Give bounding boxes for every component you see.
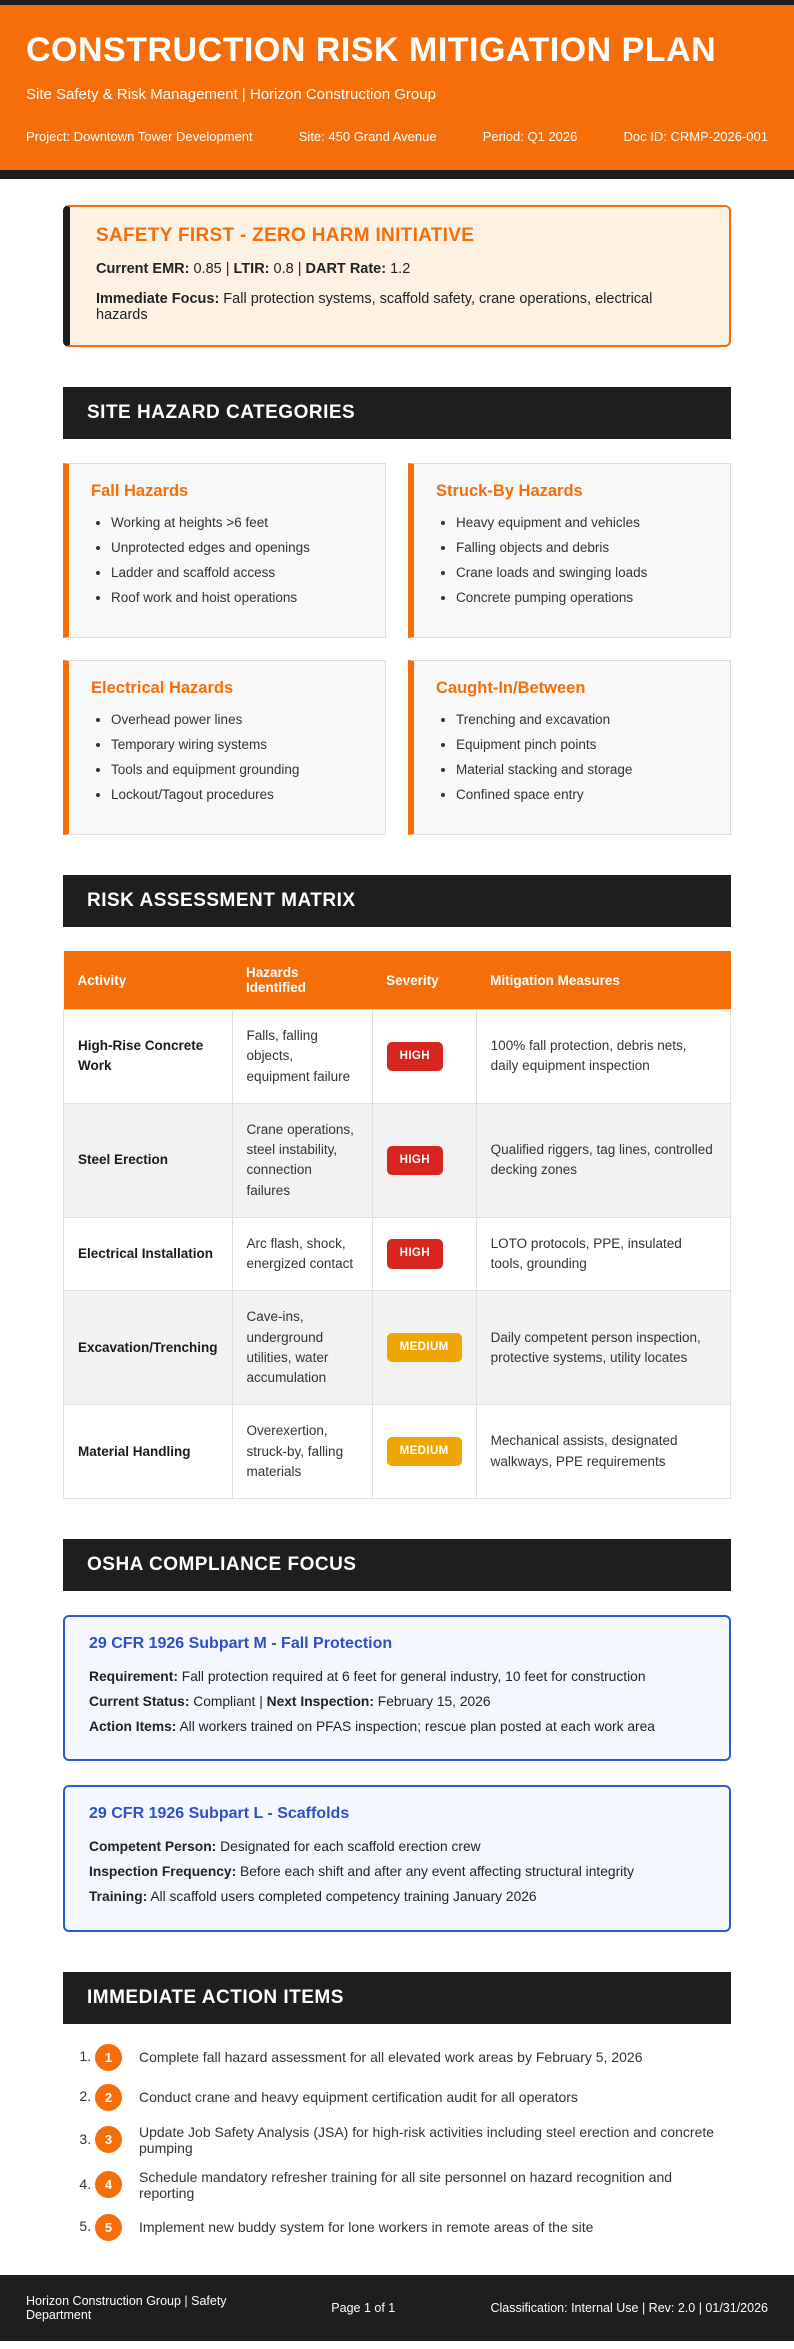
immediate-focus-line (96, 291, 703, 323)
emr-label: Current EMR: (96, 261, 190, 277)
cell-mitigation: 100% fall protection, debris nets, daily equipment inspection (476, 1010, 730, 1104)
severity-badge: HIGH (387, 1042, 443, 1071)
safety-callout (63, 205, 731, 347)
cell-hazards: Arc flash, shock, energized contact (232, 1217, 372, 1291)
focus-text: Fall protection systems, scaffold safety, crane operations, electrical hazards (96, 291, 653, 323)
osha-line (89, 1690, 705, 1715)
hazard-card-struck-by (408, 463, 731, 638)
hazard-card-title: Struck-By Hazards (436, 482, 583, 500)
hazard-item: • Confined space entry (456, 787, 708, 802)
section-banner-matrix: RISK ASSESSMENT MATRIX (63, 875, 731, 927)
ltir-label: LTIR: (233, 261, 270, 277)
osha-line (89, 1885, 705, 1910)
action-item-text: Update Job Safety Analysis (JSA) for high-risk activities including steel erection and concrete pumping (139, 2123, 715, 2156)
action-item-text: Complete fall hazard assessment for all elevated work areas by February 5, 2026 (139, 2049, 643, 2066)
cell-activity: High-Rise Concrete Work (64, 1010, 233, 1104)
action-item-text: Conduct crane and heavy equipment certification audit for all operators (139, 2089, 578, 2106)
focus-label: Immediate Focus: (96, 291, 220, 307)
main-content (0, 205, 794, 2241)
osha-line-label: Competent Person: (89, 1839, 217, 1855)
cell-mitigation: LOTO protocols, PPE, insulated tools, grounding (476, 1217, 730, 1291)
hazard-card-grid (63, 463, 731, 835)
osha-box-fall-protection (63, 1615, 731, 1761)
hazard-card-title: Electrical Hazards (91, 679, 234, 697)
cell-mitigation: Mechanical assists, designated walkways, PPE requirements (476, 1405, 730, 1499)
osha-line-text: Compliant | (189, 1693, 267, 1709)
cell-hazards: Overexertion, struck-by, falling materials (232, 1405, 372, 1499)
table-header-row (64, 951, 731, 1010)
meta-site: Site: 450 Grand Avenue (298, 129, 437, 144)
action-number-badge: 5. 5 (95, 2214, 122, 2241)
footer-classification: Classification: Internal Use | Rev: 2.0 | 01/31/2026 (490, 2300, 768, 2315)
hazard-item: • Unprotected edges and openings (111, 540, 363, 555)
osha-line (89, 1860, 705, 1885)
action-item (95, 2169, 731, 2201)
cell-mitigation: Qualified riggers, tag lines, controlled decking zones (476, 1103, 730, 1217)
meta-period: Period: Q1 2026 (482, 129, 578, 144)
column-header-severity: Severity (372, 951, 476, 1010)
hazard-item: • Heavy equipment and vehicles (456, 515, 708, 530)
hazard-item: • Lockout/Tagout procedures (111, 787, 363, 802)
osha-line (89, 1715, 705, 1740)
document-footer (0, 2275, 794, 2341)
table-row (64, 1103, 731, 1217)
osha-line-label: Inspection Frequency: (89, 1864, 237, 1880)
cell-severity (372, 1217, 476, 1291)
safety-metrics-line (96, 261, 703, 277)
meta-project: Project: Downtown Tower Development (26, 129, 253, 144)
cell-severity (372, 1103, 476, 1217)
safety-callout-title: SAFETY FIRST - ZERO HARM INITIATIVE (96, 225, 475, 246)
hazard-card-title: Caught-In/Between (436, 679, 586, 697)
action-number-badge: 1. 1 (95, 2044, 122, 2071)
table-row (64, 1405, 731, 1499)
cell-hazards: Falls, falling objects, equipment failure (232, 1010, 372, 1104)
hazard-card-fall (63, 463, 386, 638)
cell-severity (372, 1291, 476, 1405)
page-subtitle: Site Safety & Risk Management | Horizon Construction Group (26, 86, 436, 103)
hazard-list (91, 515, 363, 605)
cell-mitigation: Daily competent person inspection, protective systems, utility locates (476, 1291, 730, 1405)
action-item-text: Implement new buddy system for lone workers in remote areas of the site (139, 2219, 594, 2236)
header-meta-row (26, 129, 768, 144)
hazard-item: • Working at heights >6 feet (111, 515, 363, 530)
hazard-list (436, 515, 708, 605)
page-title: CONSTRUCTION RISK MITIGATION PLAN (26, 31, 717, 69)
action-item (95, 2124, 731, 2156)
hazard-card-title: Fall Hazards (91, 482, 189, 500)
hazard-item: • Tools and equipment grounding (111, 762, 363, 777)
cell-activity: Material Handling (64, 1405, 233, 1499)
section-banner-hazards: SITE HAZARD CATEGORIES (63, 387, 731, 439)
cell-severity (372, 1405, 476, 1499)
action-number-badge: 3. 3 (95, 2126, 122, 2153)
severity-badge: HIGH (387, 1239, 443, 1268)
cell-activity: Excavation/Trenching (64, 1291, 233, 1405)
table-row (64, 1010, 731, 1104)
severity-badge: MEDIUM (387, 1333, 462, 1362)
osha-box-body (89, 1665, 705, 1739)
action-item (95, 2044, 731, 2071)
hazard-item: • Concrete pumping operations (456, 590, 708, 605)
osha-line-text: Fall protection required at 6 feet for general industry, 10 feet for construction (177, 1669, 646, 1684)
dart-label: DART Rate: (305, 261, 387, 277)
osha-box-title: 29 CFR 1926 Subpart M - Fall Protection (89, 1635, 393, 1652)
cell-activity: Electrical Installation (64, 1217, 233, 1291)
action-item-text: Schedule mandatory refresher training for all site personnel on hazard recognition and reporting (139, 2168, 673, 2201)
action-number-badge: 4. 4 (95, 2171, 122, 2198)
hazard-item: • Crane loads and swinging loads (456, 565, 708, 580)
hazard-list (436, 712, 708, 802)
hazard-item: • Roof work and hoist operations (111, 590, 363, 605)
risk-assessment-table (63, 951, 731, 1499)
severity-badge: MEDIUM (387, 1437, 462, 1466)
osha-box-body (89, 1835, 705, 1909)
section-banner-osha: OSHA COMPLIANCE FOCUS (63, 1539, 731, 1591)
action-item (95, 2084, 731, 2111)
osha-line-text: February 15, 2026 (373, 1693, 491, 1709)
action-number-badge: 2. 2 (95, 2084, 122, 2111)
column-header-hazards: Hazards Identified (232, 951, 372, 1010)
cell-severity (372, 1010, 476, 1104)
hazard-item: • Material stacking and storage (456, 762, 708, 777)
osha-line (89, 1665, 705, 1690)
cell-activity: Steel Erection (64, 1103, 233, 1217)
osha-line-text: Designated for each scaffold erection crew (216, 1839, 481, 1855)
hazard-item: • Overhead power lines (111, 712, 363, 727)
table-row (64, 1291, 731, 1405)
cell-hazards: Crane operations, steel instability, connection failures (232, 1103, 372, 1217)
table-row (64, 1217, 731, 1291)
hazard-card-caught-in (408, 660, 731, 835)
footer-page-number: Page 1 of 1 (331, 2300, 396, 2315)
emr-value: 0.85 | (189, 261, 234, 277)
ltir-value: 0.8 | (269, 261, 306, 277)
osha-line-label: Next Inspection: (266, 1693, 374, 1709)
hazard-item: • Temporary wiring systems (111, 737, 363, 752)
action-items-list (63, 2044, 731, 2241)
osha-line-text: All workers trained on PFAS inspection; rescue plan posted at each work area (176, 1718, 655, 1734)
osha-line-text: All scaffold users completed competency training January 2026 (147, 1889, 537, 1905)
osha-line-label: Requirement: (89, 1669, 178, 1684)
osha-line-text: Before each shift and after any event affecting structural integrity (236, 1864, 634, 1880)
dart-value: 1.2 (386, 261, 411, 277)
osha-line-label: Action Items: (89, 1718, 177, 1734)
column-header-mitigation: Mitigation Measures (476, 951, 730, 1010)
osha-line-label: Current Status: (89, 1693, 190, 1709)
cell-hazards: Cave-ins, underground utilities, water accumulation (232, 1291, 372, 1405)
hazard-item: • Equipment pinch points (456, 737, 708, 752)
footer-company: Horizon Construction Group | Safety Department (26, 2293, 227, 2322)
action-item (95, 2214, 731, 2241)
hazard-item: • Trenching and excavation (456, 712, 708, 727)
hazard-item: • Falling objects and debris (456, 540, 708, 555)
hazard-item: • Ladder and scaffold access (111, 565, 363, 580)
hazard-list (91, 712, 363, 802)
hazard-card-electrical (63, 660, 386, 835)
osha-box-title: 29 CFR 1926 Subpart L - Scaffolds (89, 1805, 350, 1823)
section-banner-actions: IMMEDIATE ACTION ITEMS (63, 1972, 731, 2024)
document-header (0, 0, 794, 179)
severity-badge: HIGH (387, 1146, 443, 1175)
osha-box-scaffolds (63, 1785, 731, 1931)
osha-line (89, 1835, 705, 1860)
column-header-activity: Activity (64, 951, 233, 1010)
osha-line-label: Training: (89, 1889, 148, 1905)
meta-doc-id: Doc ID: CRMP-2026-001 (623, 129, 768, 144)
